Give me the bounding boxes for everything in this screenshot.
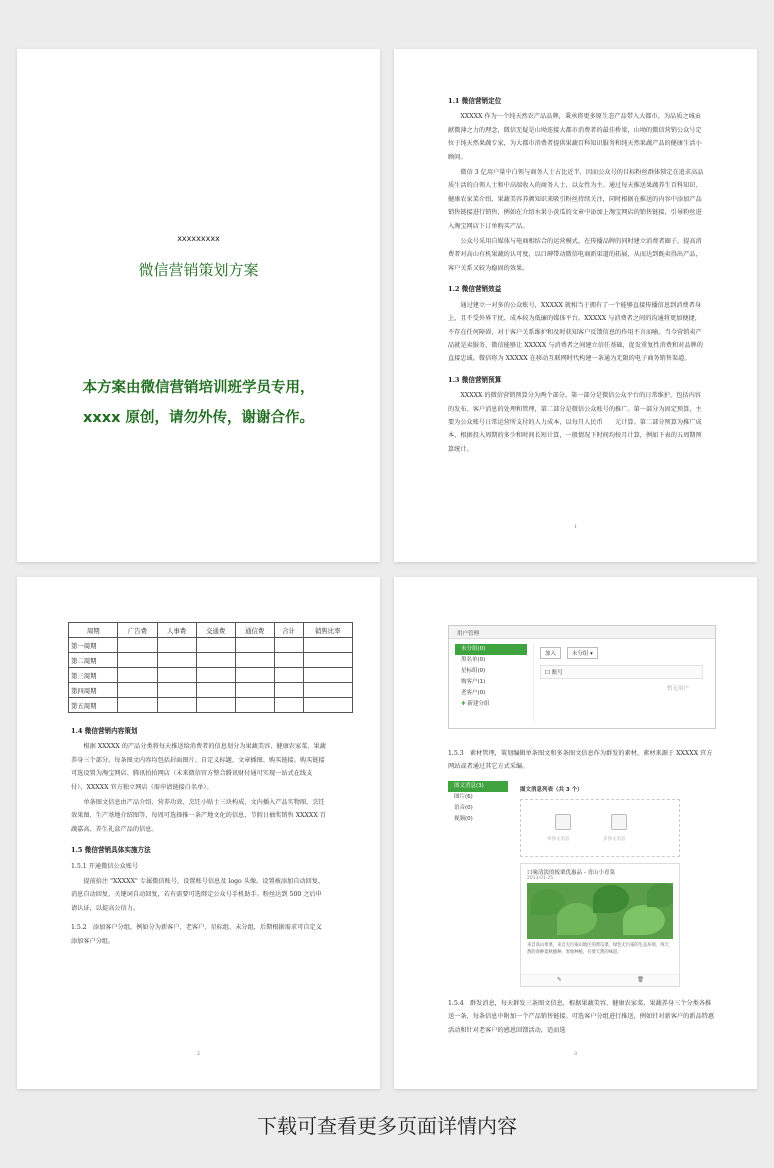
group-item[interactable]: 老客户(0): [461, 690, 486, 696]
checkbox[interactable]: ☐: [545, 670, 550, 676]
download-more-caption: 下载可查看更多页面详情内容: [257, 1114, 517, 1138]
edit-icon[interactable]: ✎: [557, 977, 562, 983]
row-label: 第五周期: [69, 698, 118, 713]
paragraph: 单条图文信息由产品介绍、营养功效、烹饪小贴士三块构成，文内插入产品实物图、烹饪效果图、生产基地介绍图等，每周可选择推一条产地文化的信息，节假日抽奖销售 XXXXX 百蔬嘉高、养生礼盒产品的信息。: [71, 799, 326, 833]
paragraph: 微信 3 亿用户量中白领与商务人士占比近半，因而公众号的目标粉丝群体锁定在追求高品质生活的白领人士和中高端收入的商务人士，以女性为主。通过每天推送果蔬养生百科知识、健康农家菜介绍、果蔬美容养颜知识来吸引粉丝持续关注，同时根据在推送的内容中添加产品销售链接进行销售，例如在介绍水果小黄瓜的文章中添加上淘宝网店的销售链接，引导粉丝进入淘宝网店下订单购买产品。: [448, 169, 704, 230]
empty-state-text: 暂无用户: [666, 686, 689, 692]
chevron-down-icon: ▾: [590, 651, 593, 657]
page-number: 2: [196, 1051, 201, 1057]
table-row: [69, 698, 353, 713]
heading-1-5: 1.5 微信营销具体实施方法: [71, 846, 151, 855]
group-sidebar: [455, 644, 527, 710]
material-card-title: 口味清淡的板栗优惠品 - 青山小青菜: [527, 870, 615, 876]
group-item[interactable]: 未分组(0): [455, 644, 527, 655]
new-group-button[interactable]: [455, 699, 527, 710]
image-icon[interactable]: [555, 814, 571, 830]
user-list-panel: [533, 644, 709, 722]
table-row: [69, 668, 353, 683]
row-label: 第三周期: [69, 668, 118, 683]
row-label: 第一周期: [69, 638, 118, 653]
table-header: 人事费: [157, 623, 196, 638]
material-sidebar: [448, 781, 508, 825]
page2-body: [71, 717, 327, 950]
single-material-label: 单图文消息: [547, 837, 570, 842]
material-card-date: 2013-01-25: [527, 876, 554, 881]
material-list-title: 图文消息列表（共 3 个）: [520, 787, 583, 793]
cover-note-line-2: xxxx 原创，请勿外传，谢谢合作。: [83, 410, 314, 426]
trash-icon[interactable]: 🗑: [637, 977, 644, 983]
material-card-actions: [521, 974, 679, 986]
table-row: [69, 653, 353, 668]
material-card[interactable]: [520, 863, 680, 987]
paragraph: 1.5.3 素材管理，策划编辑单条图文和多条图文信息作为群发的素材，素材来源于 XXXXX 官方网站或者通过其它方式采编。: [448, 750, 713, 771]
group-select[interactable]: [567, 647, 598, 659]
paragraph: XXXXX 的微信营销预算分为两个部分。第一部分是微信公众平台的日常维护，包括内容的发布、客户消息的处理和管理，第二部分是微信公众账号的推广。第一部分为固定预算，主要为公众账号日常运营所支付的人力成本，以每月人民币 元计算。第二部分预算为推广成本，根据投入周期的多少和时间长短计算，一般情况下时间均按月计算，例如下表的五周期预算统计。: [448, 392, 702, 453]
document-page-1: [394, 49, 757, 562]
user-management-screenshot: [448, 625, 716, 729]
heading-1-3: 1.3 微信营销预算: [448, 375, 502, 384]
user-list-header: [540, 665, 703, 679]
page-number: 1: [573, 524, 578, 530]
paragraph: XXXXX 作为一个纯天然农产品品牌，秉承将更多原生态产品带入大都市、为品质之城贡献微薄之力的理念，微信无疑是山坳连接大都市消费者的最佳桥梁，山坳的微信营销公众号定位于纯天然果蔬专家，为大都市消费者提供果蔬百科知识服务和纯天然果蔬产品的健康生活小顾问。: [448, 113, 702, 161]
material-type-item[interactable]: 语音(0): [454, 805, 473, 811]
plus-icon: ✚: [461, 701, 468, 707]
cover-title: 微信营销策划方案: [138, 261, 259, 279]
cover-note: [17, 373, 380, 433]
document-page-3: [394, 577, 757, 1089]
table-row: [69, 683, 353, 698]
group-item[interactable]: 星标组(0): [461, 668, 486, 674]
row-label: 第四周期: [69, 683, 118, 698]
new-group-label: 新建分组: [467, 701, 490, 707]
group-select-value: 未分组: [571, 651, 589, 657]
table-header: 广告费: [118, 623, 157, 638]
table-row: [69, 638, 353, 653]
cover-page: [17, 49, 380, 562]
paragraph: 公众号采用自媒体与电商相结合的运营模式，在传播品牌的同时建立消费者圈子，提高消费者对高山有机果蔬的认可度，以口碑带动微信电商新渠道的拓展，从而达到既卖得出产品，客户关系又较为稳固的效果。: [448, 238, 702, 272]
cover-small-text: xxxxxxxxx: [177, 234, 220, 243]
user-management-title: 用户管理: [449, 626, 715, 639]
table-header: 合计: [274, 623, 303, 638]
document-page-2: [17, 577, 380, 1089]
paragraph: 根据 XXXXX 的产品分类将每天推送给消费者的信息划分为果蔬美容、健康农家菜、果蔬养身三个部分。每条图文内容均包括封面图片、自定义标题、文章插图、购买链接。购买链接可选设置为淘宝网店、腾讯拍拍网店（未来微信官方整合腾讯财付通可实现一站式在线支付）、XXXXX 官方独立网店（需申请链接白名单）。: [71, 743, 326, 791]
group-item[interactable]: 黑名单(0): [461, 657, 486, 663]
table-header-row: [69, 623, 353, 638]
table-header: 销售比率: [303, 623, 352, 638]
table-header: 通信费: [235, 623, 274, 638]
paragraph: 通过建立一对多的公众账号，XXXXX 就相当于拥有了一个能够直接传播信息到消费者身上，且不受外界干扰、成本较为低廉的媒体平台。XXXXX 与消费者之间的沟通将更加便捷，不存在任何障碍，对于客户关系维护和及时获知客户反馈信息的作用不言而喻。当今营销卖产品就是卖服务，微信能够让 XXXXX 与消费者之间建立信任基础，促发重复性消费和对品牌的直接忠诚。微信将为 XXXXX 在移动互联网时代构建一条通为无限的电子商务销售渠道。: [448, 301, 703, 363]
row-label: 第二周期: [69, 653, 118, 668]
heading-1-2: 1.2 微信营销效益: [448, 285, 502, 294]
add-to-group-button[interactable]: 加入: [540, 647, 561, 659]
page3-body-1: [448, 747, 716, 776]
heading-1-1: 1.1 微信营销定位: [448, 97, 502, 105]
material-type-item[interactable]: 视频(0): [454, 816, 473, 822]
table-header: 交通费: [196, 623, 235, 638]
multi-material-label: 多图文消息: [603, 837, 626, 842]
paragraph: 1.5.4 群发消息，每天群发三条图文信息，根据果蔬美容、健康农家菜、果蔬养身三个分类各推送一条，每条信息中附加一个产品销售链接。可选客户分组进行推送，例如针对新客户的新品特惠活动和针对老客户的感恩回馈活动，适而选: [448, 1000, 715, 1034]
page-number: 3: [573, 1051, 578, 1057]
material-type-item[interactable]: 图文消息(3): [448, 781, 508, 792]
multi-image-icon[interactable]: [611, 814, 627, 830]
material-card-description: 来自高山果菜，来自无污染山地区的黄瓜菜，绿色无污染的生态环境，纯天然的春种夏秋播种，原始种植，有菜天然的味道。: [527, 943, 669, 955]
account-column-header: 账号: [551, 670, 563, 676]
heading-1-4: 1.4 微信营销内容策划: [71, 727, 138, 735]
new-material-card: [520, 799, 680, 857]
table-header: 周期: [69, 623, 118, 638]
page3-body-2: [448, 997, 716, 1039]
subheading-1-5-1: 1.5.1 开通微信公众账号: [71, 862, 139, 870]
budget-table: [68, 622, 353, 713]
paragraph: 提前拾注 "XXXXX" 专属微信账号，设置账号信息及 logo 头像。设置被添加自动回复、消息自动回复、关键词自动回复，若有需要可选绑定公众号手机助手。粉丝达到 500 之后申请认证，以提高公信力。: [71, 878, 325, 912]
cover-note-line-1: 本方案由微信营销培训班学员专用，: [82, 380, 315, 396]
page1-body: [448, 87, 704, 458]
paragraph: 1.5.2 添加客户分组，例如分为新客户、老客户、星标组、未分组，后期根据需求可自定义添加客户分组。: [71, 924, 322, 945]
vegetable-photo: [527, 883, 673, 939]
material-type-item[interactable]: 图片(6): [454, 794, 473, 800]
material-management-screenshot: [448, 781, 716, 987]
group-item[interactable]: 购客户(1): [461, 679, 486, 685]
